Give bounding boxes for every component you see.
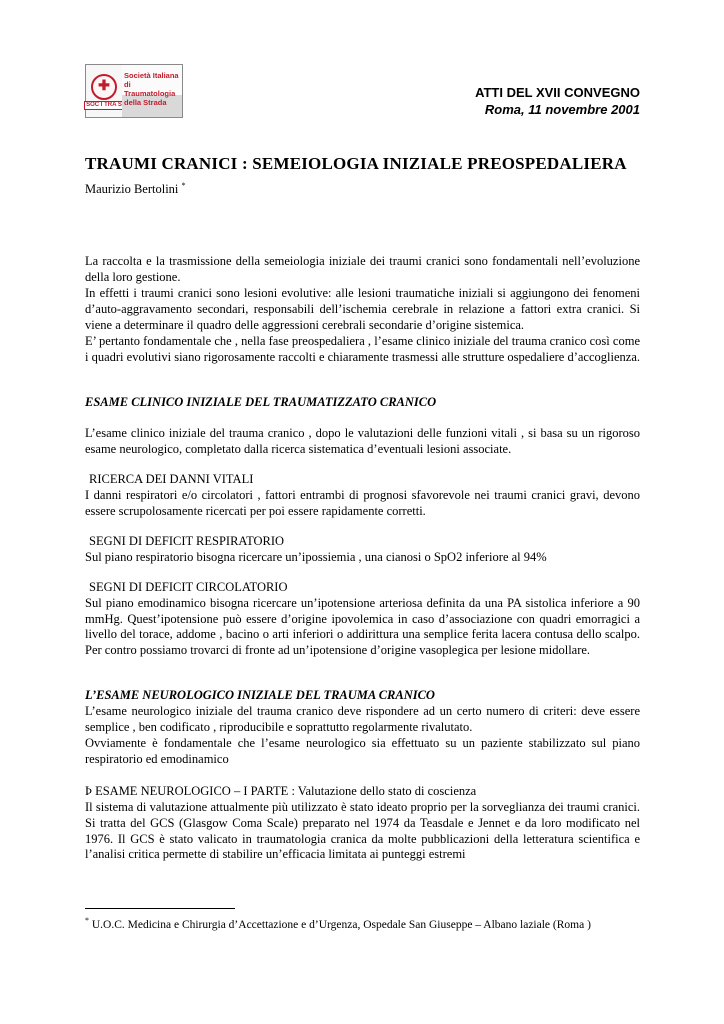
footnote-separator [85, 908, 235, 909]
author-name: Maurizio Bertolini [85, 182, 179, 197]
paragraph: Þ ESAME NEUROLOGICO – I PARTE : Valutazione dello stato di coscienza [85, 783, 477, 798]
section-heading: ESAME CLINICO INIZIALE DEL TRAUMATIZZATO CRANICO [85, 394, 437, 409]
paragraph: In effetti i traumi cranici sono lesioni evolutive: alle lesioni traumatiche iniziali si aggiungono dei fenomeni d’auto-aggravamento secondari, responsabili dell’ischemia cerebrale in relazione a fattori extra cranici. Si viene a determinare il quadro delle aggressioni cerebrali secondarie d’origine sistemica. [85, 285, 640, 332]
footnote-mark: * [85, 916, 89, 925]
conference-title: ATTI DEL XVII CONVEGNO [475, 85, 640, 100]
footnote-text [85, 914, 640, 932]
document-body [85, 254, 640, 863]
author-line [85, 181, 640, 197]
paragraph: Ovviamente è fondamentale che l’esame neurologico sia effettuato su un paziente stabilizzato sul piano respiratorio ed emodinamico [85, 736, 640, 766]
footnote [85, 908, 640, 932]
conference-date: Roma, 11 novembre 2001 [484, 102, 640, 117]
sub-heading: RICERCA DEI DANNI VITALI [89, 472, 254, 487]
sub-heading: SEGNI DI DEFICIT CIRCOLATORIO [89, 579, 288, 594]
paragraph: Sul piano emodinamico bisogna ricercare un’ipotensione arteriosa definita da una PA sistolica inferiore a 90 mmHg. Quest’ipotensione può essere d’origine ipovolemica in caso d’associazione con quadri emorragici a livello del torace, addome , bacino o arti inferiori o addirittura una semplice ferita lacera contusa dello scalpo. Per contro possiamo trovarci di fronte ad un’ipotensione d’origine vasoplegica per lesione midollare. [85, 595, 640, 658]
paragraph: Il sistema di valutazione attualmente più utilizzato è stato ideato proprio per la sorveglianza dei traumi cranici. Si tratta del GCS (Glasgow Coma Scale) preparato nel 1974 da Teasdale e Jennet e da loro modificato nel 1976. Il GCS è stato valicato in traumatologia cranica da molte pubblicazioni della letteratura scientifica e l’analisi critica permette di stabilire un’efficacia limitata ai punteggi estremi [85, 799, 640, 862]
paragraph: E’ pertanto fondamentale che , nella fase preospedaliera , l’esame clinico iniziale del trauma cranico così come i quadri evolutivi siano rigorosamente raccolti e chiaramente trasmessi alle strutture ospedaliere d’accoglienza. [85, 333, 640, 364]
sub-heading: SEGNI DI DEFICIT RESPIRATORIO [89, 533, 285, 548]
logo-org-line: di Traumatologia [124, 80, 176, 98]
page-title: TRAUMI CRANICI : SEMEIOLOGIA INIZIALE PREOSPEDALIERA [85, 154, 627, 173]
paragraph: Sul piano respiratorio bisogna ricercare un’ipossiemia , una cianosi o SpO2 inferiore al 94% [85, 549, 547, 564]
paragraph: La raccolta e la trasmissione della semeiologia iniziale dei traumi cranici sono fondamentali nell’evoluzione della loro gestione. [85, 254, 640, 285]
paragraph: L’esame neurologico iniziale del trauma cranico deve rispondere ad un certo numero di criteri: deve essere semplice , ben codificato , riproducibile e soprattutto regolarmente rivalutato. [85, 704, 640, 735]
cross-icon: ✚ [91, 74, 117, 100]
paragraph: L’esame clinico iniziale del trauma cranico , dopo le valutazioni delle funzioni vitali , si basa su un rigoroso esame neurologico, completato dalla ricerca sistematica d’eventuali lesioni associate. [85, 426, 640, 457]
page-header [85, 64, 640, 118]
author-footnote-mark: * [181, 181, 186, 190]
logo-org-line: della Strada [124, 98, 167, 107]
logo-org-line: Società Italiana [124, 71, 179, 80]
section-heading: L’ESAME NEUROLOGICO INIZIALE DEL TRAUMA CRANICO [85, 688, 435, 703]
paragraph: I danni respiratori e/o circolatori , fattori entrambi di prognosi sfavorevole nei traumi cranici gravi, devono essere scrupolosamente ricercati per poi essere rapidamente corretti. [85, 488, 640, 519]
logo-emblem-banner: SOC I TRA S [86, 102, 122, 108]
conference-info [475, 84, 640, 118]
logo-org-name [122, 65, 182, 117]
logo-emblem-icon [86, 65, 122, 117]
footnote-body: U.O.C. Medicina e Chirurgia d’Accettazione e d’Urgenza, Ospedale San Giuseppe – Albano laziale (Roma ) [91, 918, 591, 931]
organization-logo [85, 64, 183, 118]
